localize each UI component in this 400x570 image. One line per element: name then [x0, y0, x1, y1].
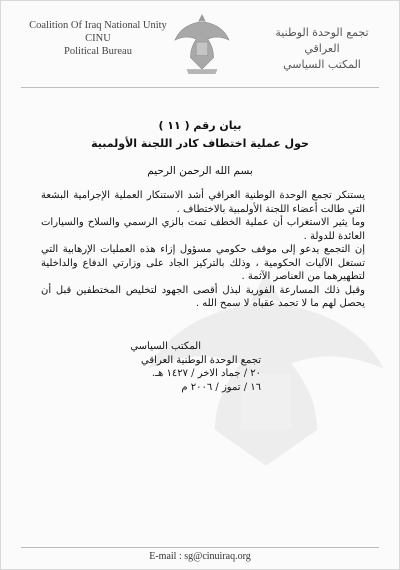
signature-gregorian-date: ١٦ / تموز / ٢٠٠٦ م	[181, 381, 261, 393]
signature-block	[51, 340, 261, 394]
header-org-arabic	[267, 25, 377, 73]
statement-body	[41, 189, 365, 311]
statement-subject: حول عملية اختطاف كادر اللجنة الأولمبية	[91, 137, 309, 150]
eagle-emblem-icon	[173, 11, 231, 77]
footer-divider	[21, 547, 379, 548]
paragraph: إن التجمع يدعو إلى موقف حكومي مسؤول إزاء هذه العمليات الإرهابية التي تستغل الآليات الحكومية ، وذلك بالتركيز الجاد على وزارتي الدفاع والداخلية لتطهيرهما من العناصر الآثمة .	[41, 244, 365, 282]
header-divider	[21, 87, 379, 88]
bureau-name-ar: المكتب السياسي	[283, 58, 361, 71]
paragraph: يستنكر تجمع الوحدة الوطنية العراقي أشد الاستنكار العملية الإجرامية البشعة التي طالت أعضاء اللجنة الأولمبية بالاختطاف .	[41, 190, 365, 215]
header-org-english	[23, 19, 173, 58]
bureau-name-en: Political Bureau	[64, 46, 132, 57]
basmala: بسم الله الرحمن الرحيم	[147, 165, 253, 177]
statement-number: بيان رقم ( ١١ )	[158, 119, 242, 132]
org-acronym: CINU	[85, 33, 111, 44]
footer-email: E-mail : sg@cinuiraq.org	[149, 551, 251, 562]
signature-hijri-date: ٢٠ / جماد الاخر / ١٤٢٧ هـ.	[151, 368, 261, 379]
org-name-ar: تجمع الوحدة الوطنية العراقي	[275, 26, 369, 55]
paragraph: وقبل ذلك المسارعة الفورية لبذل أقصى الجهود لتخليص المختطفين قبل أن يحصل لهم ما لا تحمد عقباه لا سمح الله .	[41, 284, 365, 309]
org-name-en: Coalition Of Iraq National Unity	[29, 20, 167, 31]
signature-bureau: المكتب السياسي	[130, 341, 201, 352]
signature-org: تجمع الوحدة الوطنية العراقي	[141, 354, 261, 366]
paragraph: وما يثير الاستغراب أن عملية الخطف تمت بالزي الرسمي والسلاح والسيارات العائدة للدولة .	[41, 217, 365, 242]
